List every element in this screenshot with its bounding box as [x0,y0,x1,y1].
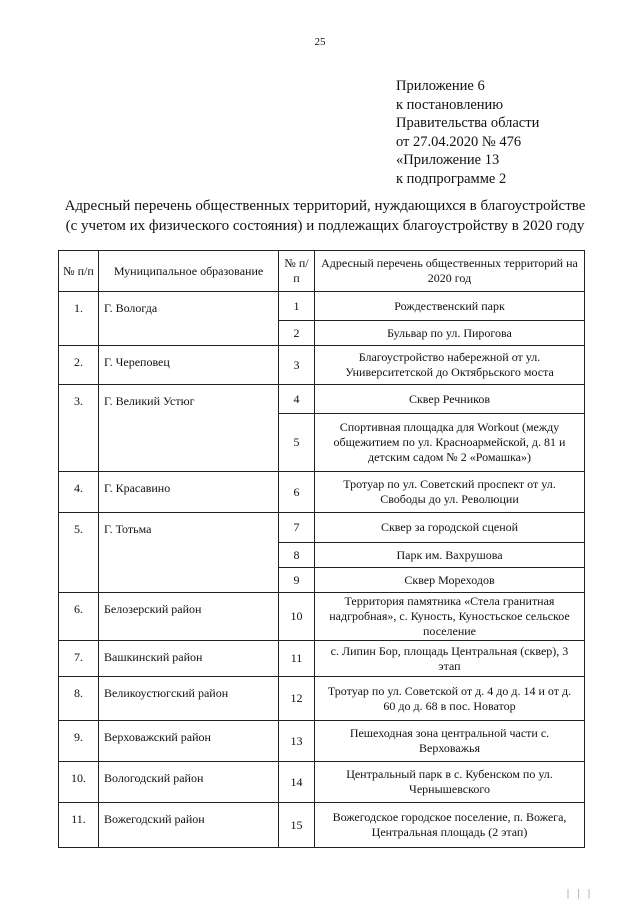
table-row [59,292,585,321]
row-municipality: Г. Тотьма [99,513,279,593]
row-address: Сквер за городской сценой [315,513,585,543]
row-municipality: Г. Великий Устюг [99,385,279,472]
row-num: 1. [59,292,99,346]
row-idx: 1 [279,292,315,321]
row-address: Вожегодское городское поселение, п. Вожега, Центральная площадь (2 этап) [315,803,585,848]
table-row [59,762,585,803]
scan-mark: | | | [567,888,594,899]
row-municipality: Вашкинский район [99,641,279,677]
row-idx: 13 [279,721,315,762]
row-address: Спортивная площадка для Workout (между общежитием по ул. Красноармейской, д. 81 и детским садом № 2 «Ромашка») [315,414,585,472]
row-address: с. Липин Бор, площадь Центральная (сквер), 3 этап [315,641,585,677]
table-row [59,641,585,677]
row-municipality: Верховажский район [99,721,279,762]
appendix-line: от 27.04.2020 № 476 [396,133,522,150]
row-idx: 3 [279,346,315,385]
row-address: Пешеходная зона центральной части с. Верховажья [315,721,585,762]
row-address: Тротуар по ул. Советский проспект от ул. Свободы до ул. Революции [315,472,585,513]
row-idx: 9 [279,568,315,593]
table-row [59,346,585,385]
row-address: Сквер Речников [315,385,585,414]
row-idx: 8 [279,543,315,568]
row-num: 9. [59,721,99,762]
row-idx: 5 [279,414,315,472]
row-address: Территория памятника «Стела гранитная надгробная», с. Куность, Куностьское сельское поселение [315,593,585,641]
row-municipality: Великоустюгский район [99,677,279,721]
table-row [59,721,585,762]
appendix-line: к подпрограмме 2 [396,170,507,187]
row-num: 3. [59,385,99,472]
table-row [59,385,585,414]
table-row [59,677,585,721]
row-municipality: Г. Красавино [99,472,279,513]
row-address: Рождественский парк [315,292,585,321]
row-idx: 15 [279,803,315,848]
table-row [59,803,585,848]
table-row [59,513,585,543]
row-num: 11. [59,803,99,848]
row-num: 5. [59,513,99,593]
row-municipality: Белозерский район [99,593,279,641]
row-idx: 12 [279,677,315,721]
row-idx: 4 [279,385,315,414]
row-num: 6. [59,593,99,641]
row-address: Сквер Мореходов [315,568,585,593]
row-municipality: Вологодский район [99,762,279,803]
appendix-block [396,77,539,188]
row-address: Парк им. Вахрушова [315,543,585,568]
appendix-line: «Приложение 13 [396,152,500,168]
header-municipality: Муниципальное образование [99,251,279,292]
row-address: Бульвар по ул. Пирогова [315,321,585,346]
table-row [59,593,585,641]
row-idx: 11 [279,641,315,677]
table-row [59,472,585,513]
row-num: 7. [59,641,99,677]
row-address: Благоустройство набережной от ул. Университетской до Октябрьского моста [315,346,585,385]
row-municipality: Вожегодский район [99,803,279,848]
appendix-line: Приложение 6 [396,78,485,94]
header-address: Адресный перечень общественных территорий на 2020 год [315,251,585,292]
row-idx: 2 [279,321,315,346]
title-line: Адресный перечень общественных территорий, нуждающихся в благоустройстве [64,198,586,214]
row-num: 8. [59,677,99,721]
row-num: 4. [59,472,99,513]
row-idx: 14 [279,762,315,803]
row-municipality: Г. Череповец [99,346,279,385]
address-table [58,250,585,848]
row-idx: 10 [279,593,315,641]
header-num: № п/п [59,251,99,292]
title-line: (с учетом их физического состояния) и подлежащих благоустройству в 2020 году [65,218,585,234]
page-number: 25 [314,36,326,48]
row-address: Центральный парк в с. Кубенском по ул. Чернышевского [315,762,585,803]
header-idx: № п/п [279,251,315,292]
row-num: 2. [59,346,99,385]
row-municipality: Г. Вологда [99,292,279,346]
row-idx: 6 [279,472,315,513]
row-num: 10. [59,762,99,803]
appendix-line: к постановлению [396,96,504,113]
appendix-line: Правительства области [396,115,540,131]
row-address: Тротуар по ул. Советской от д. 4 до д. 14 и от д. 60 до д. 68 в пос. Новатор [315,677,585,721]
row-idx: 7 [279,513,315,543]
document-title [60,196,590,236]
